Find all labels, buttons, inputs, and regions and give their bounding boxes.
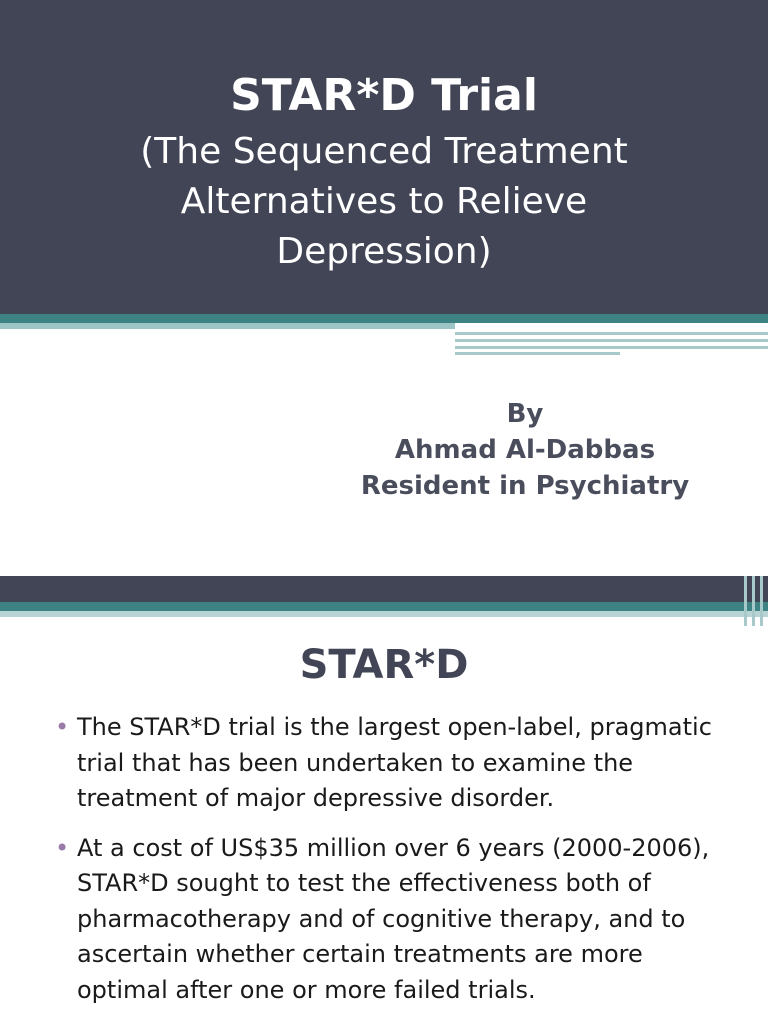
subtitle-line: Alternatives to Relieve: [180, 181, 588, 222]
decorative-line: [744, 576, 747, 626]
decorative-line: [455, 332, 768, 335]
subtitle-line: Depression): [276, 231, 492, 272]
decorative-band: [0, 602, 768, 611]
decorative-band: [0, 323, 455, 329]
bullet-icon: •: [55, 713, 70, 741]
decorative-band: [0, 611, 768, 617]
bullet-icon: •: [55, 833, 70, 862]
subtitle-line: (The Sequenced Treatment: [140, 131, 628, 172]
bullet-text: At a cost of US$35 million over 6 years (2000-2006), STAR*D sought to test the effectiveness both of pharmacotherapy and of cognitive therapy, and to ascertain whether certain treatments are more optimal after one or more failed trials.: [77, 833, 710, 1004]
bullet-list: [52, 710, 732, 1022]
decorative-band: [0, 314, 768, 323]
byline-line: By: [506, 399, 544, 429]
bullet-text: The STAR*D trial is the largest open-label, pragmatic trial that has been undertaken to examine the treatment of major depressive disorder.: [77, 713, 712, 812]
content-slide-header: [0, 576, 768, 602]
decorative-line: [455, 352, 620, 355]
slide-subtitle: [84, 127, 684, 277]
list-item: [52, 710, 732, 817]
slide-title: STAR*D Trial: [230, 70, 538, 121]
decorative-line: [455, 339, 768, 342]
slide-heading: STAR*D: [299, 642, 469, 688]
decorative-line: [455, 346, 768, 349]
byline-line: Ahmad Al-Dabbas: [394, 435, 656, 465]
byline-line: Resident in Psychiatry: [360, 471, 690, 501]
decorative-line: [752, 576, 755, 626]
decorative-line: [760, 576, 763, 626]
list-item: [52, 831, 732, 1009]
author-byline: [330, 396, 720, 504]
